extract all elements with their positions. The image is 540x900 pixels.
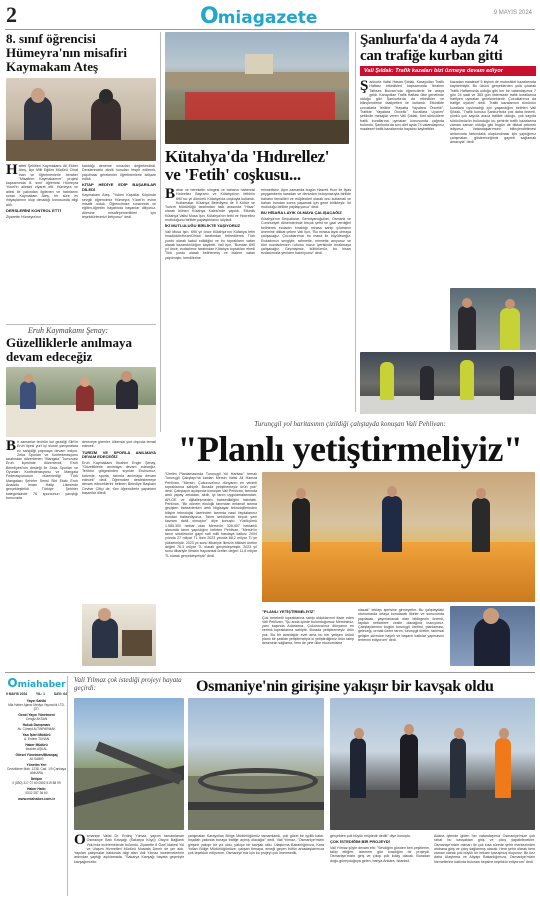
turunclu-col2: "PLANLI YETİŞTİRMELİYİZ" Çok bereketli topraklarına sahip olduklarının ifade eden Vali Pehlivan, "Şu anda içinde bulunduğumuz Mersinimiz, yanı başında Adanamız, Çukurova'mız dünyanın en verimli topraklarına sahiptir. Burada yetiştiremeyiz ürün yok. Bu bir avantajdır evet ama bu her yetişen ürünü planlı bir şekilde yetiştirmeliyiz ki yetiştirdiğimiz ürün talep deseninin sağlama, hem de yine ülke ekonomisine (262, 609, 354, 646)
eruh-kicker: Eruh Kaymakamı Şenay: (28, 326, 108, 335)
humeyra-sub1: DERSLERİNİ KONTROL ETTİ (6, 207, 61, 213)
turunclu-col1: "Ürelim Planlamasında Turunçgil Yol Haritası" temalı Turunçgil Çalıştayı'na katılan Mersin Valisi Ali Hamza Pehlivan, "Mersin, Çukurova'mız dünyanın en verimli topraklarına sahiptir. Burada yetiştiremeyiz ürün yok" dedi. Çalıştayın açılışında konuşan Vali Pehlivan, tarımda artık yapay zekadan, akıllı, iyi tarım uygulamalarından, AR-GE ve dijitalleşmeden bahsedildiğini hatırlattı. Pehlivan, "Bir dönem ekolojik tarımdan entansif tarıma geçişten bahsederken artık bilgisayar teknolojilerinden bilişim teknolojisi üzerinden tarımda nasıl faydalanırız bundan bahsediyoruz. Tarım sektöründe birçok yeni kavram dahil olmuştur" diye konuştu. Yüzölçümü 1.585.300 hektar olan Mersin'in 328.407 hektarlık alanında tarım yapıldığını belirten Pehlivan, "Mersin'in tarım sektörünün gayri safi milli hasılaya katkısı 2004 yılında 27 milyar TL iken 2023 yılında 68,2 milyar TL'ye yükselmiştir. 2023 yıl sonu itibariyle ilimizin bitkisel üretim değeri 76,3 milyar TL olarak gerçekleşmiştir. 2023 yıl sonu itibariyle ilimizin hayvansal üretim değeri 11,8 milyar TL olarak gerçekleşmiştir" dedi. (165, 472, 257, 558)
eruh-dropcap: B (6, 440, 17, 454)
turunclu-col3: olacak" teklayı işerisine girmeyelim. Bu çalıştaydaki oturumlarda ortaya konulacak fikirler ve sonucunda yapılacak, yayınlanacak olan bildirgenin önemli, faydalı neticelere vesile olacağına inanıyoruz. Çalıştaylarımın bugün turunçgil üretimi, planlaması, geleceği, ormak üzere tarım, turunçgil üretim, tarımsal gelişim sürecine hayırlı ve başarılı katkılar yapmasını temenni ediyorum" dedi. (358, 608, 444, 643)
masthead-issue: SAYI: 64 (53, 692, 67, 696)
osmaniye-photo-1 (74, 698, 184, 830)
osmaniye-col1: Osmaniye Valisi Dr. Erdinç Yılmaz, yapımı tamamlanan Osmaniye Batı Kavşağı (Sakarya Köyü) Otoyol Bağlantı Yolu'nda incelemelerde bulundu. Ziyarette 8 Özel İdaresi Yol ve Ulaşım Hizmetleri Müdürü Mustafa Demir de yer aldı. Yapılan çalışmalar hakkında bilgi alan Vali Yılmaz incelemelerinin ardından yaptığı açıklamada, "Sakarya Kavşağı hayata geçmiştir kavşağımızdır. (74, 834, 184, 864)
osmaniye-photo-2 (188, 698, 324, 830)
eruh-col1: Bir zamanlar terörün kol gezdiği Siirt'in Eruh ilçesi yurt içi ulusal yarışmalara ev sahipliği yapmaya devam ediyor. Zeka Sporları ve Konfederasyonu tarafından düzenlenen "Mangala" Turnuvası Eruh ilçesinde düzenlendi. Eruh Belediyesi'nin desteği ile Zeka Sporları ve Oyunları Konfederasyonu ve Mangala Federasyonunun düzenlediği 'Türk Mangalası Şehirler Serisi Siirt Etabı Eruh Anadolu İmam Hatip Lisesinde gerçekleştirildi. Türkiye Şehirler kategorisinde 76 sporcunun yarıştığı turnuvada (6, 440, 78, 500)
sanliurfa-col1: Şanlıurfa Valisi Hasan Şıldak, Karayolları Trafik Haftası etkinlikleri kapsamında İbrahim Tatlıses Bulvarı'nda öğrencilerle bir araya geldi. Karayolları Trafik Haftası ülke genelinde olduğu gibi Şanlıurfa'da da etkinlikler ve bilinçlendirme faaliyetleri ile kutlandı. Etkinlikte çocuklarla birlikte "Hayatta Yayalara Öncelik", Trafikte Yayalara Öncelik", Kurallara Uyalım" şeklinde mesajlar veren Vali Şıldak, tüm sürücülere trafik kurallarına uymaları konusunda çağrıda bulundu. Şanlıurfa'da son dört ayda 74 vatandaşımız maalesef trafik kazalarında hayatını kaybettiler. (360, 80, 444, 132)
eruh-photo (6, 367, 156, 437)
masthead-website[interactable]: www.miahaber.com.tr (17, 797, 55, 801)
masthead-label: Hukuk Danışmanı (22, 723, 51, 727)
masthead-logo-o-icon: O (7, 676, 18, 690)
masthead-label: Görsel Yönetmen/Mizanpaj (15, 753, 58, 757)
masthead-label: Yazı İşleri Müdürü (22, 733, 51, 737)
turunclu-title: "Planlı yetiştirmeliyiz" (177, 429, 523, 469)
masthead-label: Yayın Sahibi (26, 699, 47, 703)
masthead-label: Haber Hattı: (27, 787, 46, 791)
humeyra-dropcap: H (6, 164, 18, 178)
eruh-photo-2 (82, 604, 156, 666)
turunclu-kicker: Turunçgil yol haritasının çizildiği çalıştayda konuşan Vali Pehlivan: (254, 420, 446, 428)
hidirellez-title: Kütahya'da 'Hıdırellez' ve 'Fetih' coşkusu... (165, 147, 330, 184)
humeyra-photo (6, 78, 156, 161)
sanliurfa-subtitle: Vali Şıldak: Trafik kazaları bizi üzmeye devam ediyor (360, 66, 536, 76)
osmaniye-col4: Adana iştende giden her vatandaşımız Osmaniye'mize çok rahat bu kavşaktan giriş ve çıkış yapabilecekler. Osmaniye'mizin mimarı ile çok kısa sürede şehir merkezinden otobana giriş ve çıkış sağlanmış olacak. Hem şehir olarak hem zaman olarak çok büyük bir imkanı kavuşmuş oluyoruz. Bir kez daha Ulaştırma ve Altyapı Bakanlığımıza, Osmaniye'mizin hizmetlerine katkıda bulunan hepsine teşekkür ediyorum" dedi. (434, 834, 535, 864)
masthead-logo-text: miahaber (17, 680, 66, 690)
header-date: 9 MAYIS 2024 (493, 10, 532, 16)
hidirellez-photo (165, 32, 349, 144)
sanliurfa-title: Şanlıurfa'da 4 ayda 74 can trafiğe kurban gitti (360, 32, 503, 64)
sanliurfa-photo-1 (450, 288, 536, 350)
masthead-label: Genel Yayın Yönetmeni (18, 713, 55, 717)
header-divider (5, 29, 535, 30)
hidirellez-sub2: BU HİSARA LAYIK OLMAYA ÇALIŞACAĞIZ (261, 210, 342, 216)
masthead-items (6, 699, 67, 795)
hidirellez-sub1: İKİ MUTLULUĞU BİRLİKTE YAŞIYORUZ (165, 223, 241, 229)
humeyra-title: 8. sınıf öğrencisi Hümeyra'nın misafiri Kaymakam Ateş (6, 31, 127, 74)
sanliurfa-col2: kazadan maalesef 5 kişinin de motosiklet kazalarında kaybetmiştir. Bu üzücü gerçeklerden yola çıkarak Trafik Haftamızda olduğu gibi her bir vatandaşımız 7 gün 24 saat ve 365 gün listemizde trafik kurallarına harfiyen uymaları gerekmektedir. Çocuklarımız da trafiğe uyalım" dedi. Trafik kazalarının tümünün kurallara uyulmadığı için yaşandığını belirten Vali Şıldak, "Trafik konusu Şanlıurfa'da çok daha önemli, çünkü çok sayıda araca trafikte olduğu, çok sayıda sürücümüzün bulunduğu bu şehirde trafik kazalarına zaman zaman olduğu gibi bugün de dikkat çekmek istiyoruz. Vatandaşlarımızın bilinçlendirilmesi anlamında farkındalık oluşturulması için yaptığımız çalışmaları, göstereceğimiz gayreti sağlamak amacıyla" dedi. (450, 80, 536, 145)
masthead-label: Haber Müdürü (25, 743, 48, 747)
sanliurfa-photo-2 (360, 352, 536, 414)
masthead-value: A. Erdem TUNAN (23, 737, 50, 741)
osmaniye-col2: çalışmaları Karayolları Bölge Müdürlüğümüz tamamlandı, çok güzel bir işçilik kaldı. İnşallah yakında buraya trafiğe açmış olacağız" dedi. Vali Yılmaz, "Osmaniye'mizin girişine yakışır bir yol oldu, yakışır bir kavşak oldu. Ulaştırma Bakanlığımıza, Kara Yolları Bölge Müdürlüğümüze, çalışan firmaya, emeği geçen bütün arkadaşlarımıza çok teşekkür ediyorum. Osmaniye'miz için bu projeyi çok önemsedik, (188, 834, 324, 856)
masthead-value: Av. Cüneyt ALTINPARMAK (17, 727, 56, 731)
turunclu-photo-main (262, 472, 535, 602)
osmaniye-dropcap: O (74, 834, 86, 848)
hidirellez-dropcap: B (165, 188, 176, 202)
logo-o-icon: O (200, 4, 219, 29)
masthead-value: Cevizlidere Mah. 1238. Cad. 1/9 Çankaya ANKARA (6, 767, 66, 775)
masthead-logo[interactable] (6, 676, 67, 690)
osmaniye-sub1: ÇOK İSTEDİĞİM BİR PROJEYDİ (330, 839, 390, 845)
masthead-value: Ali SABIR (29, 757, 44, 761)
turunclu-sub1: "PLANLI YETİŞTİRMELİYİZ" (262, 609, 316, 614)
eruh-col2: dereceye girenler, ülkemizi yurt dışında temsil edecek. TURİZM VE SPORLA ANILMAYA DEVAM EDECEĞİZ Eruh Kaymakamı İbrahim Engin Şenay, "Güzelliklerle anılmaya devam edeceğiz. Terörün gölgesinden sıyrılan Eruhumuz; turizmle, sporla, tarımla anılmaya devam edecek" dedi. Öğrencileri desteklemeye devam edeceklerini belirten Belediye Başkanı Cevher Çiftçi de, tüm öğrencilerle yaparken başarılar diledi. (82, 440, 156, 495)
masthead-label: Yönetim Yeri (26, 763, 47, 767)
humeyra-col2: katıldığı deneme sınavları değerlendirdi. Derslerindeki eksik konuları tespit edilerek, yapılması gerekenler öğretmenlerle istişare edildi. KİTAP HEDİYE EDİP BAŞARILAR DİLEDİ Kaymakam Ateş, "Yuken Kaşıklar Köyünde sevgili öğrencimiz Hümeyra Yücel'in evine misafir olduk. Öğrencimize sınavında ve eğitim-öğretim hayatında başarılar diliyoruz. Ailesine misafirperverlikleri için teşekkürlerimizi iletiyoruz" dedi. (82, 164, 156, 219)
masthead (6, 676, 68, 896)
page-header (0, 0, 540, 30)
sanliurfa-dropcap: Ş (360, 80, 369, 94)
masthead-value: 0532 287 36 60 (25, 791, 48, 795)
page-number: 2 (6, 2, 17, 27)
osmaniye-kicker: Vali Yılmaz çok istediği projeyi hayata geçirdi: (74, 676, 182, 692)
osmaniye-title: Osmaniye'nin girişine yakışır bir kavşak oldu (196, 678, 494, 695)
masthead-value: 0 (850) 317 07 60 0552 519 88 99 (12, 781, 61, 785)
eruh-title: Güzelliklerle anılmaya devam edeceğiz (6, 335, 133, 364)
eruh-sub1: TURİZM VE SPORLA ANILMAYA DEVAM EDECEĞİZ (82, 449, 156, 460)
masthead-value: Mia Haber Ajansı Medya Yayıncılık LTD. ŞTİ. (8, 703, 65, 711)
masthead-value: İbrahim AŞKAL (25, 747, 48, 751)
humeyra-sub2: KİTAP HEDİYE EDİP BAŞARILAR DİLEDİ (82, 182, 156, 192)
hidirellez-col2: minnettarız. Aynı zamanda bugün Hazreti Hızır ile İlyas peygamberin karadan ve denizden buluşmasıyla birlikte baharın temsilleri ve müjdecileri olarak onu kutlamak ve baharı bundan sonra yaşamak için gene birlikteyiz. İki mutluluğu birlikte paylaşıyoruz" dedi. BU HİSARA LAYIK OLMAYA ÇALIŞACAĞIZ Kütahya'nın Selçuklular, Germiyanoğulları, Osmanlı ve Cumhuriyet dönemlerinde birçok şehit ve gazi verdiğini belirterek ecdadın bıraktığı mirasa sahip çıkmanın önemine dikkat çeken Vali Işın, "Bu mirasa layık olmaya çalışacağız. Çocuklarımızı bu mana ile büyüteceğiz. Ecdadımızı sevgiyle, rahmetle, minnetle anıyoruz ve tüm eczdadımızın ruhunu huzur içerisinde bırakmaya çalışacağız. Geçmişimiz, kültürümüz, bu hisarı ezdadımızla yeniden hatırlıyoruz" dedi. (261, 188, 351, 256)
masthead-date: 9 MAYIS 2024 (6, 692, 28, 696)
turunclu-photo-2 (450, 606, 535, 666)
osmaniye-photo-3 (330, 698, 535, 830)
masthead-value: Cengiz AKSAN (25, 717, 48, 721)
osmaniye-col3: gerçekten çok büyük müjdedir dedik" diye konuştu. ÇOK İSTEDİĞİM BİR PROJEYDİ Vali Yılmaz şöyle devam etti: "Sevdiğim günden beri çeşitlerim, takip ettiğim, izlemem gün kıradığim bir projeydi. Osmaniye'mizin giriş ve çıkışı çok kolay olacak. Buradan doğu-güneydoğuya gelen, batıya Ankara, İstanbul, (330, 834, 430, 863)
header-logo[interactable] (200, 4, 317, 29)
humeyra-col1: Halfeti Şehitleri Kaymakamı Ali Ekber Ateş, İlçe Milli Eğitim Müdürü Cihat İnan ve öğretmenlerle beraber "Misafirim Kaymakamım" projesi kapsamında 8. sınıf öğrencisi Hümeyra Yücel'in ailesini ziyaret etti. Hümeyra ve ailesi ile yakından ilgilenen ve hatırlarını soran Kaymakam Ateş, bir süre ev ihtiyaçlarının olup olmadığı konusunda bilgi aldı. DERSLERİNİ KONTROL ETTİ Ziyarette Hümeyra'nın (6, 164, 78, 219)
masthead-year: YIL: 1 (36, 692, 46, 696)
logo-text: miagazete (217, 8, 318, 28)
masthead-label: İletişim (30, 777, 43, 781)
hidirellez-col1: Bahar ve bereketin simgesi ve baharın habercisi Hıdırellez Bayramı ve Kütahya'nın fethinin 690'ncı yıl dönümü Kütahya'da coşkuyla kutlandı. Kutlamalar, Kütahya Belediyesi ile İl Kültür ve Turizm Müdürlüğü tarafından halk arasında "Hisar" olarak bilinen Kütahya Kalesi'nde yapıldı. Etkinlik Kütahya Valisi Musa Işın, Kütahya'nın fethi ve Hıdırellez mutluluğunu birlikte paylaştıklarını söyledi. İKİ MUTLULUĞU BİRLİKTE YAŞIYORUZ Vali Musa Işın, 690 yıl önce Kütahya'nın Kütahya fethi İmadüddinHezerDinari tarafından fethedilerek Türk yurdu olarak kabul edildiğini ve bu toprakların vatan olarak kazandırıldığını kaydetti. Vali Işın, "Bundan 690 yıl önce, ecdadımız tarafından Kütahya toprakları ebedi Türk yurdu olarak belirlenmiş ve bizlere vatan yapılmıştır, kendilerine (165, 188, 255, 260)
